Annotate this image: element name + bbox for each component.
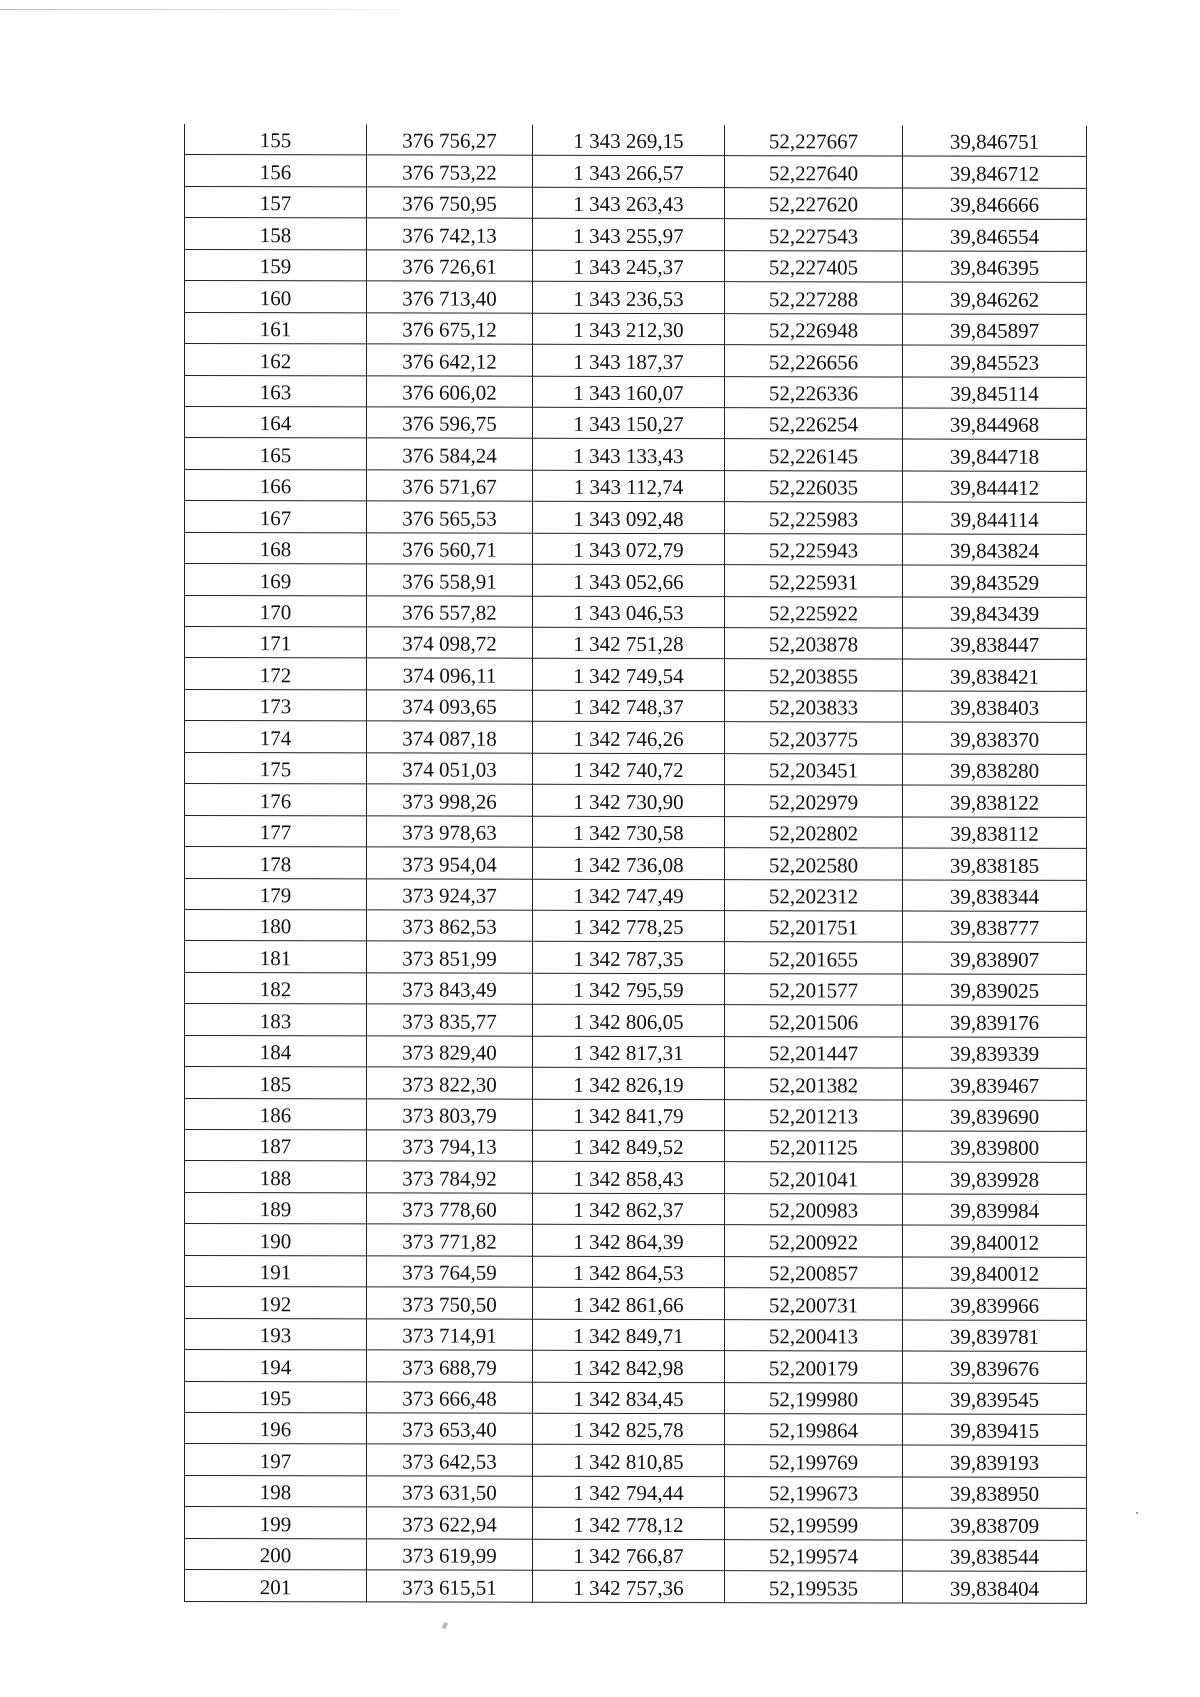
- table-row: [185, 972, 1087, 1005]
- point-number-cell: 200: [185, 1538, 367, 1570]
- longitude-cell: 39,838421: [903, 659, 1087, 691]
- coord-x-cell: 373 998,26: [367, 784, 533, 816]
- latitude-cell: 52,200413: [725, 1319, 903, 1351]
- point-number-cell: 157: [185, 186, 367, 218]
- table-row: [185, 1538, 1087, 1571]
- coord-x-cell: 376 756,27: [367, 124, 533, 155]
- coord-y-cell: 1 343 263,43: [533, 187, 725, 219]
- coord-y-cell: 1 342 787,35: [533, 942, 725, 974]
- table-row: [185, 1475, 1087, 1508]
- table-row: [185, 752, 1087, 785]
- coord-y-cell: 1 343 133,43: [533, 439, 725, 471]
- longitude-cell: 39,838185: [903, 848, 1087, 880]
- longitude-cell: 39,840012: [903, 1225, 1087, 1257]
- longitude-cell: 39,838907: [903, 942, 1087, 974]
- point-number-cell: 176: [185, 784, 367, 816]
- table-row: [185, 815, 1087, 848]
- longitude-cell: 39,838370: [903, 722, 1087, 754]
- latitude-cell: 52,226254: [725, 408, 903, 440]
- table-row: [185, 1004, 1087, 1037]
- latitude-cell: 52,203878: [725, 628, 903, 660]
- latitude-cell: 52,225931: [725, 565, 903, 597]
- coord-y-cell: 1 342 849,71: [533, 1319, 725, 1351]
- point-number-cell: 173: [185, 689, 367, 721]
- table-row: [185, 281, 1087, 314]
- latitude-cell: 52,201041: [725, 1162, 903, 1194]
- coord-y-cell: 1 342 806,05: [533, 1004, 725, 1036]
- point-number-cell: 192: [185, 1287, 367, 1319]
- table-row: [185, 344, 1087, 377]
- coord-x-cell: 373 619,99: [367, 1539, 533, 1571]
- coord-y-cell: 1 343 150,27: [533, 407, 725, 439]
- point-number-cell: 184: [185, 1035, 367, 1067]
- coord-x-cell: 376 571,67: [367, 470, 533, 502]
- longitude-cell: 39,845897: [903, 314, 1087, 346]
- latitude-cell: 52,202802: [725, 816, 903, 848]
- coord-x-cell: 374 096,11: [367, 658, 533, 690]
- coord-y-cell: 1 343 052,66: [533, 564, 725, 596]
- coord-y-cell: 1 342 834,45: [533, 1382, 725, 1414]
- coord-x-cell: 376 565,53: [367, 501, 533, 533]
- point-number-cell: 165: [185, 438, 367, 470]
- latitude-cell: 52,200731: [725, 1288, 903, 1320]
- longitude-cell: 39,838950: [903, 1477, 1087, 1509]
- latitude-cell: 52,226145: [725, 439, 903, 471]
- coord-y-cell: 1 342 862,37: [533, 1193, 725, 1225]
- scan-speck: [442, 1621, 449, 1629]
- point-number-cell: 170: [185, 595, 367, 627]
- coord-x-cell: 373 794,13: [367, 1130, 533, 1162]
- longitude-cell: 39,839545: [903, 1383, 1087, 1415]
- table-row: [185, 312, 1087, 345]
- coord-y-cell: 1 342 841,79: [533, 1099, 725, 1131]
- table-row: [185, 1381, 1087, 1414]
- coord-x-cell: 373 851,99: [367, 941, 533, 973]
- coord-y-cell: 1 343 112,74: [533, 470, 725, 502]
- coord-y-cell: 1 342 794,44: [533, 1476, 725, 1508]
- coord-x-cell: 373 822,30: [367, 1067, 533, 1099]
- coord-y-cell: 1 342 747,49: [533, 879, 725, 911]
- longitude-cell: 39,846395: [903, 251, 1087, 283]
- coord-x-cell: 376 558,91: [367, 564, 533, 596]
- point-number-cell: 199: [185, 1507, 367, 1539]
- latitude-cell: 52,227405: [725, 250, 903, 282]
- table-row: [185, 532, 1087, 565]
- table-row: [185, 1192, 1087, 1225]
- longitude-cell: 39,839676: [903, 1351, 1087, 1383]
- latitude-cell: 52,199769: [725, 1445, 903, 1477]
- table-row: [185, 1287, 1087, 1320]
- latitude-cell: 52,199864: [725, 1414, 903, 1446]
- longitude-cell: 39,844968: [903, 408, 1087, 440]
- longitude-cell: 39,838709: [903, 1508, 1087, 1540]
- table-row: [185, 1130, 1087, 1163]
- coord-y-cell: 1 342 826,19: [533, 1067, 725, 1099]
- longitude-cell: 39,839467: [903, 1068, 1087, 1100]
- point-number-cell: 195: [185, 1381, 367, 1413]
- longitude-cell: 39,838447: [903, 628, 1087, 660]
- table-row: [185, 1255, 1087, 1288]
- table-row: [185, 1570, 1087, 1603]
- longitude-cell: 39,838544: [903, 1540, 1087, 1572]
- coord-x-cell: 373 778,60: [367, 1193, 533, 1225]
- coord-x-cell: 373 843,49: [367, 973, 533, 1005]
- table-row: [185, 501, 1087, 534]
- latitude-cell: 52,225922: [725, 596, 903, 628]
- longitude-cell: 39,846554: [903, 219, 1087, 251]
- coord-y-cell: 1 343 269,15: [533, 125, 725, 156]
- point-number-cell: 198: [185, 1475, 367, 1507]
- coord-y-cell: 1 342 778,25: [533, 910, 725, 942]
- coord-x-cell: 373 653,40: [367, 1413, 533, 1445]
- coord-x-cell: 373 924,37: [367, 878, 533, 910]
- table-row: [185, 689, 1087, 722]
- coord-x-cell: 373 771,82: [367, 1224, 533, 1256]
- coord-y-cell: 1 342 817,31: [533, 1036, 725, 1068]
- latitude-cell: 52,203451: [725, 753, 903, 785]
- longitude-cell: 39,844114: [903, 502, 1087, 534]
- table-row: [185, 186, 1087, 219]
- table-row: [185, 1444, 1087, 1477]
- coord-x-cell: 376 742,13: [367, 218, 533, 250]
- coord-x-cell: 373 862,53: [367, 910, 533, 942]
- coord-y-cell: 1 342 748,37: [533, 690, 725, 722]
- coord-y-cell: 1 342 842,98: [533, 1350, 725, 1382]
- coord-x-cell: 373 803,79: [367, 1098, 533, 1130]
- coord-x-cell: 373 666,48: [367, 1381, 533, 1413]
- point-number-cell: 197: [185, 1444, 367, 1476]
- table-row: [185, 124, 1087, 157]
- table-row: [185, 1161, 1087, 1194]
- latitude-cell: 52,203833: [725, 691, 903, 723]
- latitude-cell: 52,202312: [725, 879, 903, 911]
- coordinates-table: [184, 124, 1087, 1603]
- longitude-cell: 39,845523: [903, 345, 1087, 377]
- latitude-cell: 52,199673: [725, 1476, 903, 1508]
- table-row: [185, 564, 1087, 597]
- latitude-cell: 52,227288: [725, 282, 903, 314]
- coord-x-cell: 376 596,75: [367, 407, 533, 439]
- coord-y-cell: 1 343 212,30: [533, 313, 725, 345]
- coord-x-cell: 374 051,03: [367, 753, 533, 785]
- latitude-cell: 52,227640: [725, 156, 903, 188]
- longitude-cell: 39,839800: [903, 1131, 1087, 1163]
- longitude-cell: 39,839176: [903, 1005, 1087, 1037]
- latitude-cell: 52,203855: [725, 659, 903, 691]
- point-number-cell: 187: [185, 1130, 367, 1162]
- latitude-cell: 52,226035: [725, 470, 903, 502]
- coord-y-cell: 1 343 187,37: [533, 344, 725, 376]
- longitude-cell: 39,838344: [903, 880, 1087, 912]
- coord-x-cell: 376 557,82: [367, 595, 533, 627]
- latitude-cell: 52,201125: [725, 1131, 903, 1163]
- point-number-cell: 166: [185, 469, 367, 501]
- longitude-cell: 39,838404: [903, 1571, 1087, 1603]
- latitude-cell: 52,227667: [725, 125, 903, 156]
- latitude-cell: 52,200857: [725, 1256, 903, 1288]
- longitude-cell: 39,839339: [903, 1037, 1087, 1069]
- longitude-cell: 39,844412: [903, 471, 1087, 503]
- coord-y-cell: 1 343 072,79: [533, 533, 725, 565]
- latitude-cell: 52,225943: [725, 533, 903, 565]
- coord-y-cell: 1 343 092,48: [533, 501, 725, 533]
- coord-x-cell: 376 584,24: [367, 438, 533, 470]
- point-number-cell: 159: [185, 249, 367, 281]
- latitude-cell: 52,226948: [725, 313, 903, 345]
- coord-y-cell: 1 342 864,39: [533, 1225, 725, 1257]
- coord-x-cell: 373 750,50: [367, 1287, 533, 1319]
- latitude-cell: 52,199599: [725, 1508, 903, 1540]
- table-row: [185, 155, 1087, 188]
- coord-x-cell: 373 829,40: [367, 1036, 533, 1068]
- coord-y-cell: 1 342 795,59: [533, 973, 725, 1005]
- longitude-cell: 39,846751: [903, 126, 1087, 157]
- coord-y-cell: 1 343 046,53: [533, 596, 725, 628]
- point-number-cell: 190: [185, 1224, 367, 1256]
- longitude-cell: 39,840012: [903, 1257, 1087, 1289]
- coord-x-cell: 373 642,53: [367, 1444, 533, 1476]
- point-number-cell: 174: [185, 721, 367, 753]
- coord-y-cell: 1 342 740,72: [533, 753, 725, 785]
- coord-x-cell: 373 622,94: [367, 1507, 533, 1539]
- latitude-cell: 52,199535: [725, 1571, 903, 1603]
- point-number-cell: 185: [185, 1067, 367, 1099]
- point-number-cell: 183: [185, 1004, 367, 1036]
- coord-x-cell: 374 098,72: [367, 627, 533, 659]
- coord-y-cell: 1 342 858,43: [533, 1162, 725, 1194]
- coord-x-cell: 373 954,04: [367, 847, 533, 879]
- table-row: [185, 627, 1087, 660]
- latitude-cell: 52,226656: [725, 345, 903, 377]
- coord-y-cell: 1 342 749,54: [533, 659, 725, 691]
- point-number-cell: 181: [185, 941, 367, 973]
- point-number-cell: 179: [185, 878, 367, 910]
- table-row: [185, 1098, 1087, 1131]
- coord-y-cell: 1 342 730,90: [533, 784, 725, 816]
- coord-y-cell: 1 342 825,78: [533, 1413, 725, 1445]
- coord-x-cell: 376 726,61: [367, 250, 533, 282]
- coord-x-cell: 374 087,18: [367, 721, 533, 753]
- longitude-cell: 39,839690: [903, 1100, 1087, 1132]
- point-number-cell: 189: [185, 1192, 367, 1224]
- point-number-cell: 175: [185, 752, 367, 784]
- longitude-cell: 39,839966: [903, 1288, 1087, 1320]
- table-row: [185, 721, 1087, 754]
- table-row: [185, 375, 1087, 408]
- longitude-cell: 39,846712: [903, 156, 1087, 188]
- point-number-cell: 201: [185, 1570, 367, 1602]
- table-row: [185, 658, 1087, 691]
- coord-x-cell: 373 631,50: [367, 1476, 533, 1508]
- coord-x-cell: 374 093,65: [367, 690, 533, 722]
- point-number-cell: 191: [185, 1255, 367, 1287]
- longitude-cell: 39,839928: [903, 1162, 1087, 1194]
- latitude-cell: 52,201382: [725, 1068, 903, 1100]
- point-number-cell: 168: [185, 532, 367, 564]
- coord-x-cell: 376 750,95: [367, 187, 533, 219]
- coord-x-cell: 376 560,71: [367, 533, 533, 565]
- longitude-cell: 39,843439: [903, 597, 1087, 629]
- latitude-cell: 52,199574: [725, 1539, 903, 1571]
- latitude-cell: 52,201447: [725, 1036, 903, 1068]
- longitude-cell: 39,839025: [903, 974, 1087, 1006]
- coord-y-cell: 1 342 730,58: [533, 816, 725, 848]
- table-row: [185, 595, 1087, 628]
- coord-y-cell: 1 342 864,53: [533, 1256, 725, 1288]
- latitude-cell: 52,201751: [725, 911, 903, 943]
- coord-x-cell: 376 675,12: [367, 313, 533, 345]
- point-number-cell: 169: [185, 564, 367, 596]
- point-number-cell: 188: [185, 1161, 367, 1193]
- coord-x-cell: 373 978,63: [367, 816, 533, 848]
- coord-x-cell: 373 764,59: [367, 1256, 533, 1288]
- latitude-cell: 52,203775: [725, 722, 903, 754]
- coord-y-cell: 1 343 255,97: [533, 219, 725, 251]
- coordinates-table-body: [185, 124, 1087, 1603]
- coord-x-cell: 376 642,12: [367, 344, 533, 376]
- point-number-cell: 163: [185, 375, 367, 407]
- table-row: [185, 1507, 1087, 1540]
- coord-y-cell: 1 343 236,53: [533, 281, 725, 313]
- coord-x-cell: 373 688,79: [367, 1350, 533, 1382]
- point-number-cell: 158: [185, 218, 367, 250]
- coord-x-cell: 373 615,51: [367, 1570, 533, 1602]
- coord-y-cell: 1 342 751,28: [533, 627, 725, 659]
- longitude-cell: 39,838403: [903, 691, 1087, 723]
- table-row: [185, 1350, 1087, 1383]
- point-number-cell: 182: [185, 972, 367, 1004]
- coord-x-cell: 373 835,77: [367, 1004, 533, 1036]
- longitude-cell: 39,838122: [903, 785, 1087, 817]
- longitude-cell: 39,846666: [903, 188, 1087, 220]
- point-number-cell: 193: [185, 1318, 367, 1350]
- coord-x-cell: 373 714,91: [367, 1319, 533, 1351]
- point-number-cell: 167: [185, 501, 367, 533]
- coord-x-cell: 376 753,22: [367, 155, 533, 187]
- longitude-cell: 39,839781: [903, 1320, 1087, 1352]
- longitude-cell: 39,838112: [903, 817, 1087, 849]
- table-row: [185, 218, 1087, 251]
- scan-edge-line: [0, 9, 400, 10]
- table-row: [185, 847, 1087, 880]
- coord-y-cell: 1 342 766,87: [533, 1539, 725, 1571]
- table-row: [185, 438, 1087, 471]
- table-row: [185, 1412, 1087, 1445]
- coord-y-cell: 1 343 160,07: [533, 376, 725, 408]
- table-row: [185, 784, 1087, 817]
- latitude-cell: 52,225983: [725, 502, 903, 534]
- latitude-cell: 52,226336: [725, 376, 903, 408]
- point-number-cell: 162: [185, 344, 367, 376]
- coord-y-cell: 1 342 861,66: [533, 1287, 725, 1319]
- table-row: [185, 1035, 1087, 1068]
- coord-y-cell: 1 342 849,52: [533, 1130, 725, 1162]
- latitude-cell: 52,199980: [725, 1382, 903, 1414]
- latitude-cell: 52,200922: [725, 1225, 903, 1257]
- latitude-cell: 52,201213: [725, 1099, 903, 1131]
- point-number-cell: 156: [185, 155, 367, 187]
- coord-y-cell: 1 343 245,37: [533, 250, 725, 282]
- longitude-cell: 39,838280: [903, 754, 1087, 786]
- table-row: [185, 878, 1087, 911]
- point-number-cell: 186: [185, 1098, 367, 1130]
- point-number-cell: 164: [185, 406, 367, 438]
- coord-x-cell: 376 606,02: [367, 375, 533, 407]
- table-row: [185, 909, 1087, 942]
- latitude-cell: 52,227620: [725, 188, 903, 220]
- coord-y-cell: 1 342 757,36: [533, 1570, 725, 1602]
- point-number-cell: 194: [185, 1350, 367, 1382]
- latitude-cell: 52,200179: [725, 1351, 903, 1383]
- longitude-cell: 39,839984: [903, 1194, 1087, 1226]
- longitude-cell: 39,845114: [903, 377, 1087, 409]
- longitude-cell: 39,839415: [903, 1414, 1087, 1446]
- longitude-cell: 39,838777: [903, 911, 1087, 943]
- point-number-cell: 177: [185, 815, 367, 847]
- coord-x-cell: 373 784,92: [367, 1161, 533, 1193]
- scan-dot: [1136, 1512, 1138, 1514]
- latitude-cell: 52,201577: [725, 973, 903, 1005]
- longitude-cell: 39,843529: [903, 565, 1087, 597]
- table-row: [185, 406, 1087, 439]
- point-number-cell: 161: [185, 312, 367, 344]
- longitude-cell: 39,843824: [903, 534, 1087, 566]
- coord-y-cell: 1 342 778,12: [533, 1507, 725, 1539]
- coord-y-cell: 1 342 736,08: [533, 847, 725, 879]
- table-row: [185, 469, 1087, 502]
- point-number-cell: 172: [185, 658, 367, 690]
- point-number-cell: 178: [185, 847, 367, 879]
- point-number-cell: 196: [185, 1412, 367, 1444]
- table-row: [185, 1224, 1087, 1257]
- longitude-cell: 39,839193: [903, 1445, 1087, 1477]
- latitude-cell: 52,201506: [725, 1005, 903, 1037]
- table-row: [185, 941, 1087, 974]
- coord-y-cell: 1 342 746,26: [533, 722, 725, 754]
- latitude-cell: 52,201655: [725, 942, 903, 974]
- coord-y-cell: 1 343 266,57: [533, 156, 725, 188]
- point-number-cell: 160: [185, 281, 367, 313]
- longitude-cell: 39,844718: [903, 439, 1087, 471]
- table-row: [185, 1318, 1087, 1351]
- point-number-cell: 171: [185, 627, 367, 659]
- latitude-cell: 52,200983: [725, 1194, 903, 1226]
- point-number-cell: 180: [185, 909, 367, 941]
- coord-y-cell: 1 342 810,85: [533, 1445, 725, 1477]
- point-number-cell: 155: [185, 124, 367, 155]
- longitude-cell: 39,846262: [903, 282, 1087, 314]
- coord-x-cell: 376 713,40: [367, 281, 533, 313]
- latitude-cell: 52,202580: [725, 848, 903, 880]
- table-row: [185, 1067, 1087, 1100]
- table-row: [185, 249, 1087, 282]
- latitude-cell: 52,227543: [725, 219, 903, 251]
- latitude-cell: 52,202979: [725, 785, 903, 817]
